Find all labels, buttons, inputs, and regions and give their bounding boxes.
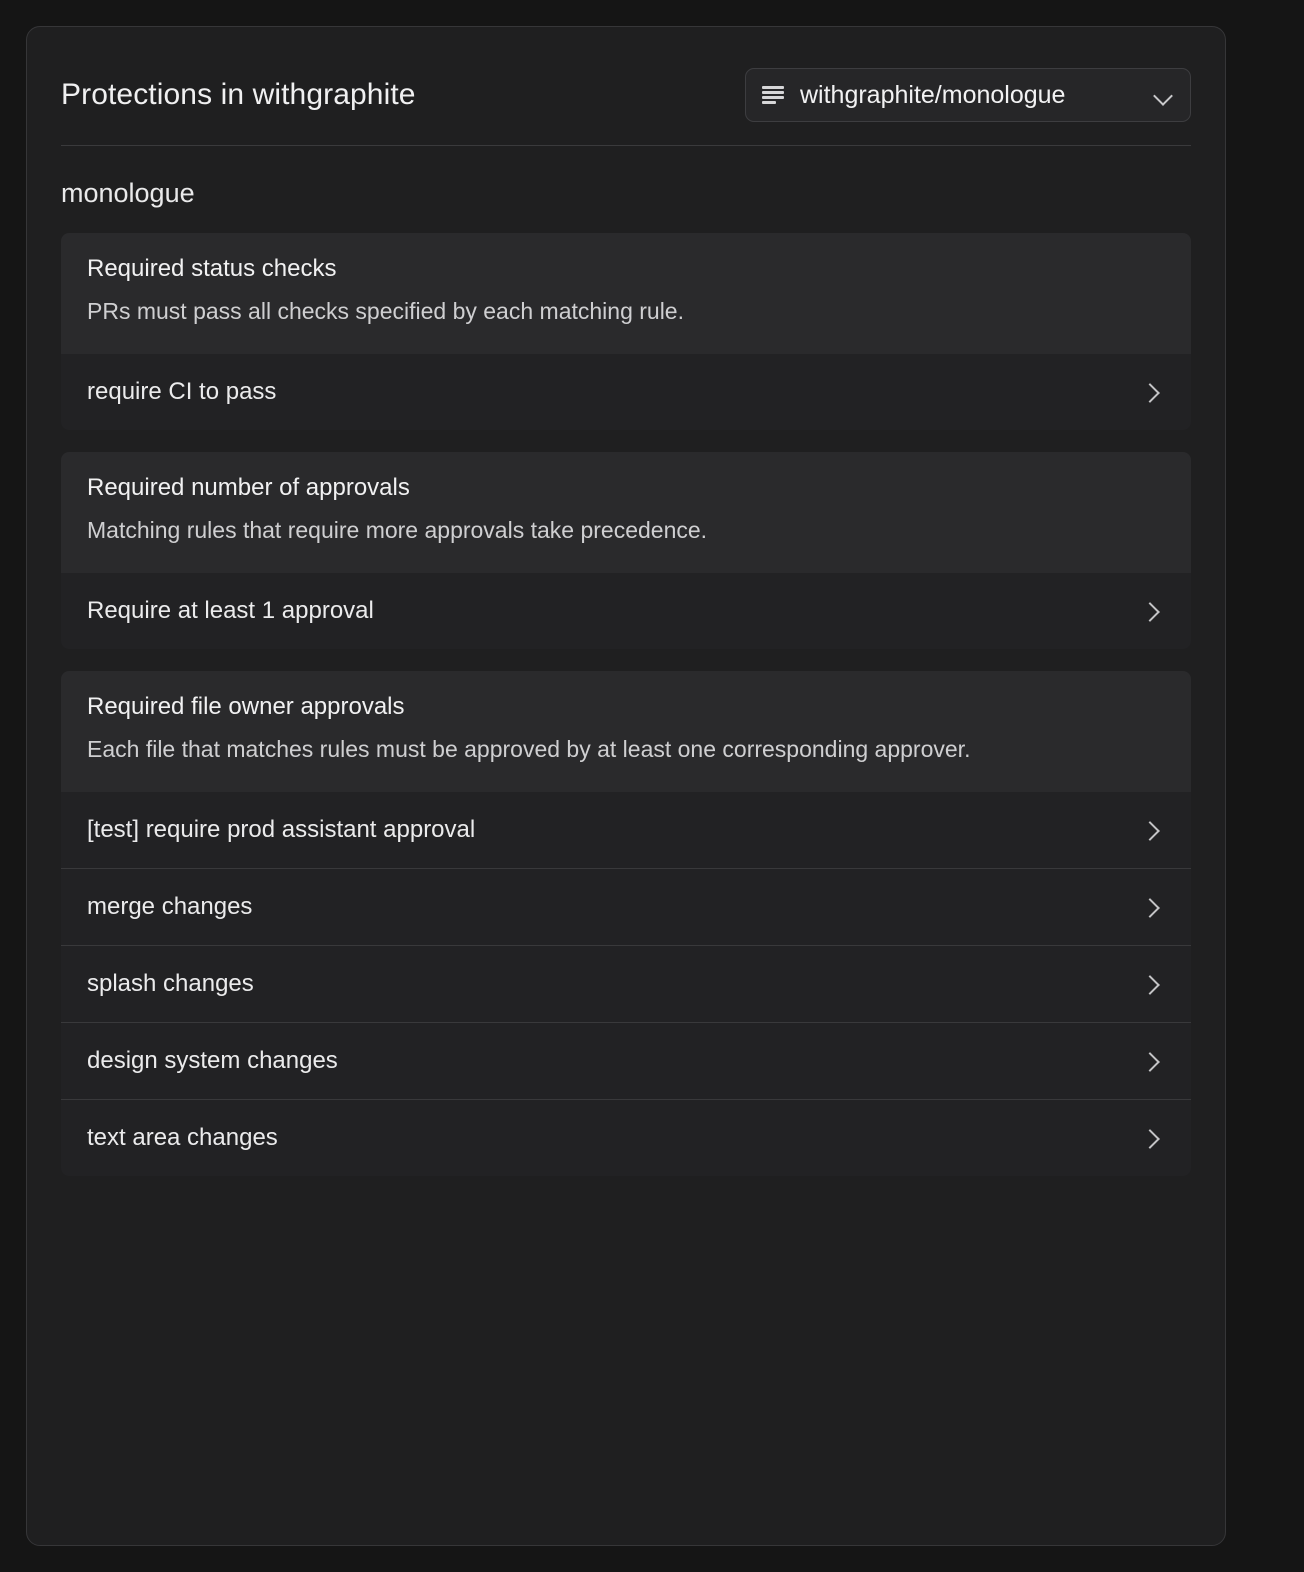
protection-rule-list — [61, 354, 1191, 430]
list-item[interactable] — [61, 945, 1191, 1022]
protections-card — [26, 26, 1226, 1546]
rule-label: splash changes — [87, 970, 254, 998]
rule-label: design system changes — [87, 1047, 338, 1075]
protection-group-header — [61, 452, 1191, 573]
protection-group — [61, 233, 1191, 430]
rule-label: merge changes — [87, 893, 253, 921]
rule-label: text area changes — [87, 1124, 278, 1152]
list-item[interactable] — [61, 1022, 1191, 1099]
protection-group-title: Required number of approvals — [87, 474, 410, 502]
chevron-right-icon — [1141, 383, 1159, 401]
chevron-down-icon — [1154, 85, 1174, 105]
list-item[interactable] — [61, 573, 1191, 649]
rule-label: [test] require prod assistant approval — [87, 816, 476, 844]
protection-group-description: Matching rules that require more approvals take precedence. — [87, 517, 708, 544]
list-item[interactable] — [61, 868, 1191, 945]
repo-icon — [762, 84, 786, 106]
protection-group-description: PRs must pass all checks specified by each matching rule. — [87, 298, 684, 324]
protection-group-title: Required file owner approvals — [87, 693, 405, 721]
protection-group — [61, 671, 1191, 1176]
repository-selector[interactable] — [745, 68, 1191, 122]
card-header — [27, 27, 1225, 127]
chevron-right-icon — [1141, 821, 1159, 839]
chevron-right-icon — [1141, 898, 1159, 916]
protection-group-header — [61, 233, 1191, 354]
protection-rule-list — [61, 792, 1191, 1176]
list-item[interactable] — [61, 1099, 1191, 1176]
list-item[interactable] — [61, 354, 1191, 430]
rule-label: Require at least 1 approval — [87, 597, 374, 625]
protection-rule-list — [61, 573, 1191, 649]
page-title: Protections in withgraphite — [61, 78, 416, 111]
chevron-right-icon — [1141, 1052, 1159, 1070]
protection-group-title: Required status checks — [87, 255, 337, 282]
chevron-right-icon — [1141, 602, 1159, 620]
protection-group — [61, 452, 1191, 649]
list-item[interactable] — [61, 792, 1191, 868]
repository-selector-value: withgraphite/monologue — [800, 80, 1066, 109]
protection-group-header — [61, 671, 1191, 792]
rule-label: require CI to pass — [87, 378, 277, 406]
chevron-right-icon — [1141, 1129, 1159, 1147]
chevron-right-icon — [1141, 975, 1159, 993]
section-title: monologue — [61, 178, 195, 208]
protection-group-description: Each file that matches rules must be approved by at least one corresponding approver. — [87, 736, 971, 763]
